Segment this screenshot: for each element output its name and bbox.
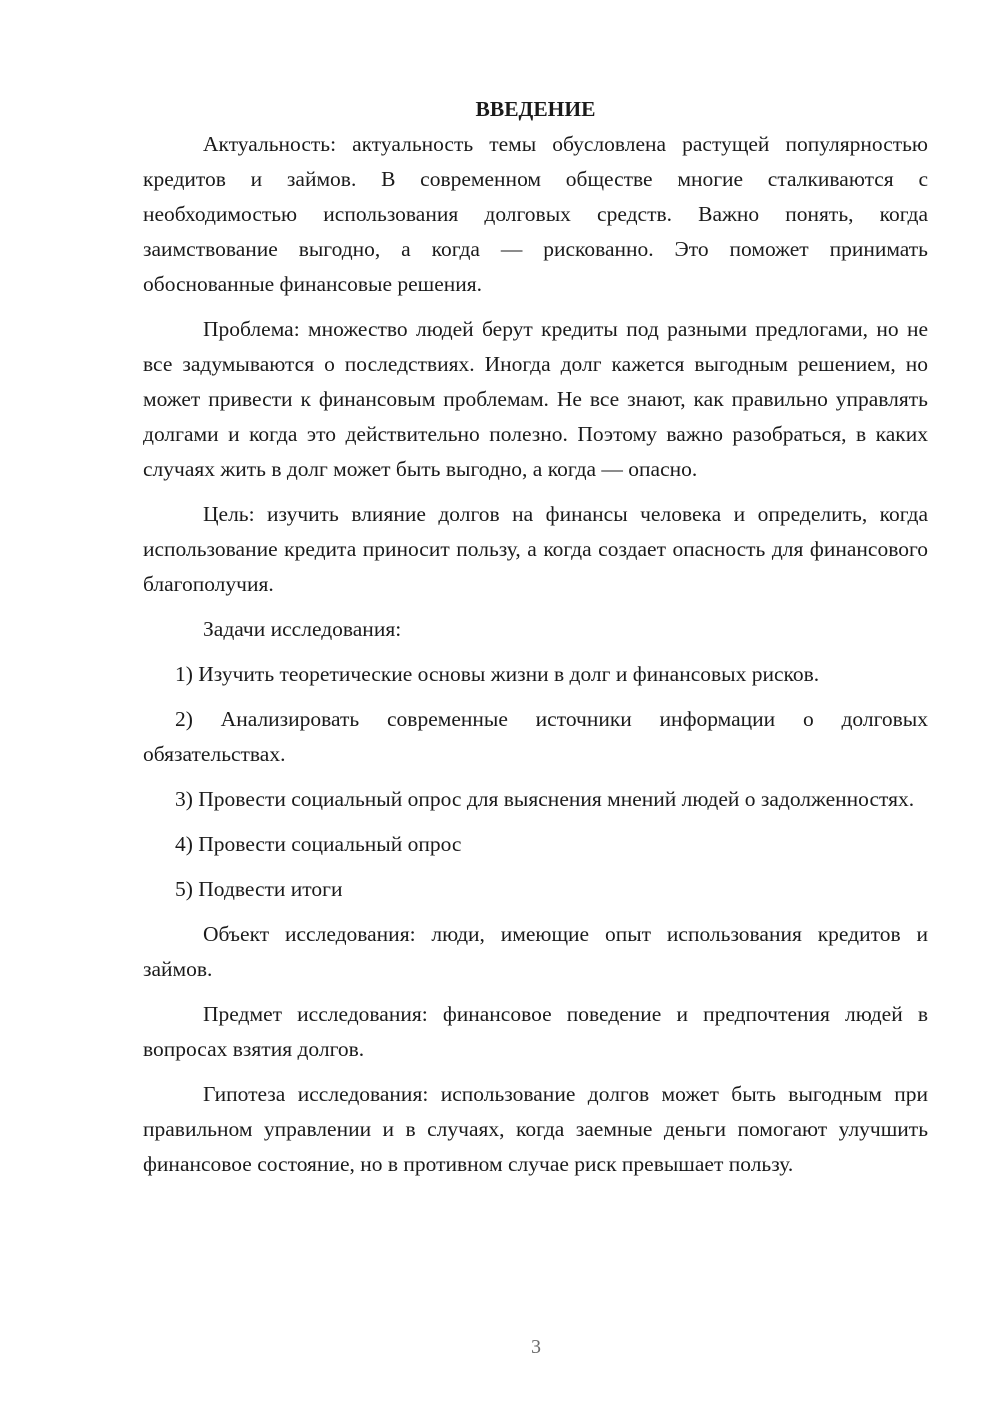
task-item-3: 3) Провести социальный опрос для выяснения мнений людей о задолженностях. (175, 787, 915, 811)
task-item-4: 4) Провести социальный опрос (175, 832, 462, 856)
task-item-2: 2) Анализировать современные источники информации о долговых обязательствах. (143, 707, 928, 766)
tasks-heading: Задачи исследования: (203, 617, 402, 641)
task-item-5: 5) Подвести итоги (175, 877, 343, 901)
page-content (143, 92, 928, 1182)
subject-paragraph: Предмет исследования: финансовое поведение и предпочтения людей в вопросах взятия долгов. (143, 1002, 928, 1061)
task-item-1: 1) Изучить теоретические основы жизни в долг и финансовых рисков. (175, 662, 820, 686)
hypothesis-paragraph: Гипотеза исследования: использование долгов может быть выгодным при правильном управлении и в случаях, когда заемные деньги помогают улучшить финансовое состояние, но в противном случае риск превышает пользу. (143, 1082, 928, 1176)
page-number: 3 (531, 1336, 541, 1358)
relevance-paragraph: Актуальность: актуальность темы обусловлена растущей популярностью кредитов и займов. В современном обществе многие сталкиваются с необходимостью использования долговых средств. Важно понять, когда заимствование выгодно, а когда — рискованно. Это поможет принимать обоснованные финансовые решения. (143, 132, 928, 296)
goal-paragraph: Цель: изучить влияние долгов на финансы человека и определить, когда использование кредита приносит пользу, а когда создает опасность для финансового благополучия. (143, 502, 928, 596)
section-title: ВВЕДЕНИЕ (475, 97, 596, 121)
object-paragraph: Объект исследования: люди, имеющие опыт использования кредитов и займов. (143, 922, 928, 981)
problem-paragraph: Проблема: множество людей берут кредиты под разными предлогами, но не все задумываются о последствиях. Иногда долг кажется выгодным решением, но может привести к финансовым проблемам. Не все знают, как правильно управлять долгами и когда это действительно полезно. Поэтому важно разобраться, в каких случаях жить в долг может быть выгодно, а когда — опасно. (143, 317, 928, 481)
